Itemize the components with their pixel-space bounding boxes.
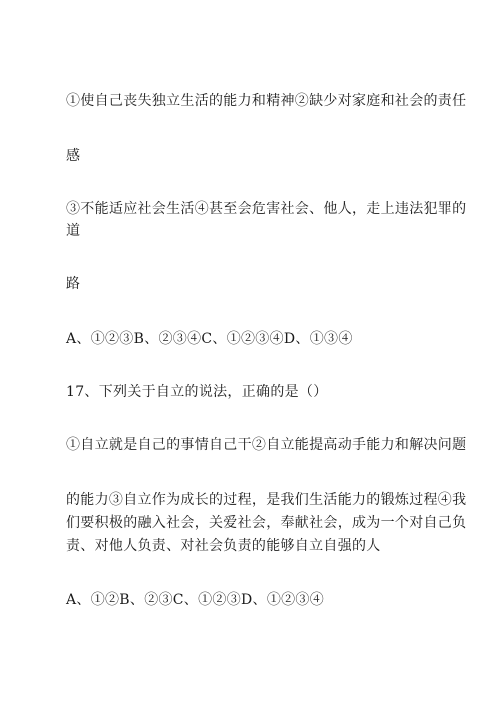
answer-choices-16: A、①②③B、②③④C、①②③④D、①③④: [66, 331, 353, 347]
text-line-option-3-4: ③不能适应社会生活④甚至会危害社会、他人，走上违法犯罪的: [66, 201, 467, 217]
text-line-continuation: 道: [66, 223, 81, 239]
text-line-continuation: 责、对他人负责、对社会负责的能够自立自强的人: [66, 538, 381, 554]
text-line-option-1-2: ①使自己丧失独立生活的能力和精神②缺少对家庭和社会的责任: [66, 93, 467, 109]
answer-choices-17: A、①②B、②③C、①②③D、①②③④: [66, 592, 325, 608]
text-line-continuation: 们要积极的融入社会，关爱社会，奉献社会，成为一个对自己负: [66, 515, 467, 531]
text-line-option-3-4: 的能力③自立作为成长的过程，是我们生活能力的锻炼过程④我: [66, 492, 467, 508]
text-line-continuation: 路: [66, 276, 81, 292]
text-line-option-1-2: ①自立就是自己的事情自己干②自立能提高动手能力和解决问题: [66, 437, 467, 453]
text-line-continuation: 感: [66, 148, 81, 164]
question-17: 17、下列关于自立的说法，正确的是（）: [66, 384, 328, 400]
